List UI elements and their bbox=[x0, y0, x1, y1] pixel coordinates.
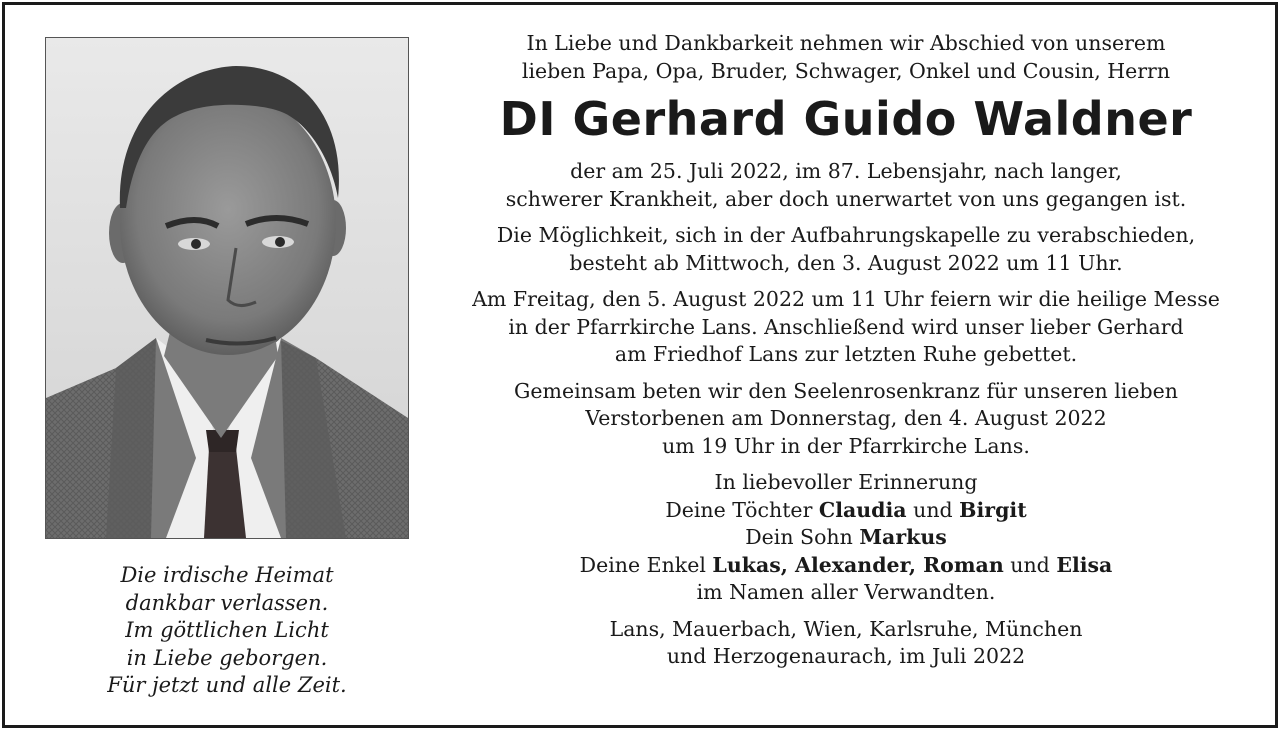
intro-line: lieben Papa, Opa, Bruder, Schwager, Onkel und Cousin, Herrn bbox=[521, 58, 1171, 83]
obituary-text bbox=[436, 30, 1256, 671]
son-name: Markus bbox=[859, 525, 947, 549]
portrait-photo bbox=[45, 37, 409, 539]
poem-line: Im göttlichen Licht bbox=[125, 618, 329, 642]
viewing-line: Die Möglichkeit, sich in der Aufbahrungskapelle zu verabschieden, bbox=[496, 223, 1196, 247]
poem-line: Für jetzt und alle Zeit. bbox=[107, 673, 347, 697]
portrait-illustration bbox=[46, 38, 408, 538]
places-date-line: und Herzogenaurach, im Juli 2022 bbox=[666, 644, 1026, 668]
viewing-line: besteht ab Mittwoch, den 3. August 2022 um 11 Uhr. bbox=[569, 250, 1123, 275]
mourners-daughters: Deine Töchter Claudia und Birgit bbox=[665, 497, 1027, 522]
daughter-name: Birgit bbox=[959, 497, 1027, 522]
mourners-grandchildren: Deine Enkel Lukas, Alexander, Roman und Elisa bbox=[579, 552, 1113, 577]
mourners-son: Dein Sohn Markus bbox=[745, 525, 947, 549]
intro-line: In Liebe und Dankbarkeit nehmen wir Abschied von unserem bbox=[526, 31, 1166, 55]
mass-line: in der Pfarrkirche Lans. Anschließend wird unser lieber Gerhard bbox=[508, 314, 1184, 339]
mourners-relatives: im Namen aller Verwandten. bbox=[696, 580, 996, 604]
poem-line: in Liebe geborgen. bbox=[126, 645, 328, 670]
poem-line: Die irdische Heimat bbox=[120, 563, 334, 587]
rosary-line: Verstorbenen am Donnerstag, den 4. August 2022 bbox=[585, 406, 1107, 430]
daughter-name: Claudia bbox=[818, 497, 907, 522]
rosary-line: um 19 Uhr in der Pfarrkirche Lans. bbox=[662, 433, 1030, 458]
death-notice-line: der am 25. Juli 2022, im 87. Lebensjahr, nach langer, bbox=[570, 159, 1122, 183]
places-date-line: Lans, Mauerbach, Wien, Karlsruhe, München bbox=[609, 616, 1083, 641]
death-notice-line: schwerer Krankheit, aber doch unerwartet von uns gegangen ist. bbox=[505, 186, 1187, 211]
poem-line: dankbar verlassen. bbox=[125, 590, 329, 615]
grandchild-name: Elisa bbox=[1056, 552, 1113, 577]
mass-line: Am Freitag, den 5. August 2022 um 11 Uhr feiern wir die heilige Messe bbox=[472, 287, 1220, 311]
poem bbox=[45, 562, 409, 700]
deceased-name: DI Gerhard Guido Waldner bbox=[499, 92, 1193, 146]
grandchildren-names: Lukas, Alexander, Roman bbox=[712, 552, 1004, 577]
mourners-intro: In liebevoller Erinnerung bbox=[714, 470, 978, 494]
rosary-line: Gemeinsam beten wir den Seelenrosenkranz für unseren lieben bbox=[514, 378, 1178, 403]
mass-line: am Friedhof Lans zur letzten Ruhe gebettet. bbox=[614, 342, 1078, 366]
